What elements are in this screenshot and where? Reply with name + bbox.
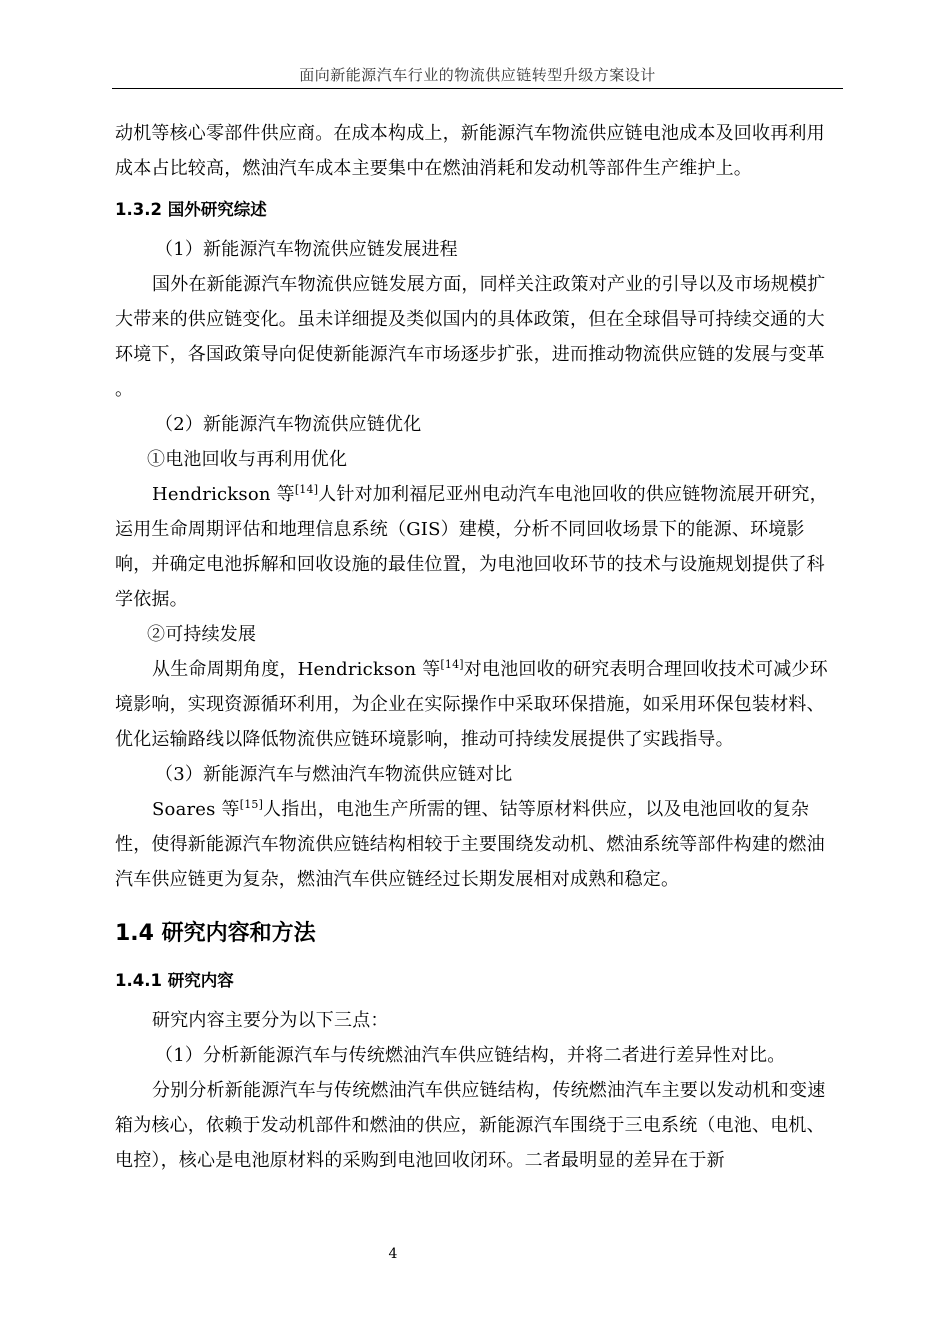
paragraph-hendrickson-recycling [115, 477, 840, 617]
paragraph-hendrickson-sustainability [115, 652, 840, 757]
item-sustainability: ②可持续发展 [147, 624, 257, 645]
paragraph-text: 从生命周期角度，Hendrickson 等 [152, 659, 441, 680]
section-heading-1-4-1: 1.4.1 研究内容 [115, 971, 234, 990]
subheading-comparison: （3）新能源汽车与燃油汽车物流供应链对比 [155, 764, 513, 785]
header-divider [112, 88, 843, 89]
section-heading-1-3-2: 1.3.2 国外研究综述 [115, 200, 267, 219]
paragraph-text: 人指出，电池生产所需的锂、钴等原材料供应，以及电池回收的复杂性，使得新能源汽车物流供应链结构相较于主要围绕发动机、燃油系统等部件构建的燃油汽车供应链更为复杂，燃油汽车供应链经过长期发展相对成熟和稳定。 [115, 799, 825, 890]
citation-ref[interactable]: [14] [294, 483, 319, 496]
subheading-development: （1）新能源汽车物流供应链发展进程 [155, 239, 458, 260]
paragraph-text: 人针对加利福尼亚州电动汽车电池回收的供应链物流展开研究，运用生命周期评估和地理信息系统（GIS）建模，分析不同回收场景下的能源、环境影响，并确定电池拆解和回收设施的最佳位置，为电池回收环节的技术与设施规划提供了科学依据。 [115, 484, 828, 610]
document-body [115, 116, 840, 1178]
paragraph-structure-analysis: 分别分析新能源汽车与传统燃油汽车供应链结构，传统燃油汽车主要以发动机和变速箱为核心，依赖于发动机部件和燃油的供应，新能源汽车围绕于三电系统（电池、电机、电控），核心是电池原材料的采购到电池回收闭环。二者最明显的差异在于新 [115, 1080, 826, 1171]
paragraph-text: Hendrickson 等 [152, 484, 295, 505]
paragraph-content-intro: 研究内容主要分为以下三点： [152, 1010, 389, 1031]
paragraph-foreign-development: 国外在新能源汽车物流供应链发展方面，同样关注政策对产业的引导以及市场规模扩大带来的供应链变化。虽未详细提及类似国内的具体政策，但在全球倡导可持续交通的大环境下，各国政策导向促使新能源汽车市场逐步扩张，进而推动物流供应链的发展与变革 。 [115, 274, 826, 400]
section-heading-1-4: 1.4 研究内容和方法 [115, 921, 316, 946]
paragraph-intro: 动机等核心零部件供应商。在成本构成上，新能源汽车物流供应链电池成本及回收再利用成本占比较高，燃油汽车成本主要集中在燃油消耗和发动机等部件生产维护上。 [115, 123, 825, 179]
page-number: 4 [388, 1246, 398, 1262]
running-header: 面向新能源汽车行业的物流供应链转型升级方案设计 [299, 66, 656, 84]
subheading-optimization: （2）新能源汽车物流供应链优化 [155, 414, 422, 435]
paragraph-soares [115, 792, 840, 897]
subheading-structure-analysis: （1）分析新能源汽车与传统燃油汽车供应链结构，并将二者进行差异性对比。 [155, 1045, 786, 1066]
item-battery-recycling: ①电池回收与再利用优化 [147, 449, 348, 470]
citation-ref[interactable]: [14] [440, 658, 464, 671]
paragraph-text: 对电池回收的研究表明合理回收技术可减少环境影响，实现资源循环利用，为企业在实际操作中采取环保措施，如采用环保包装材料、优化运输路线以降低物流供应链环境影响，推动可持续发展提供了实践指导。 [115, 659, 828, 750]
citation-ref[interactable]: [15] [239, 798, 264, 811]
paragraph-text: Soares 等 [152, 799, 240, 820]
